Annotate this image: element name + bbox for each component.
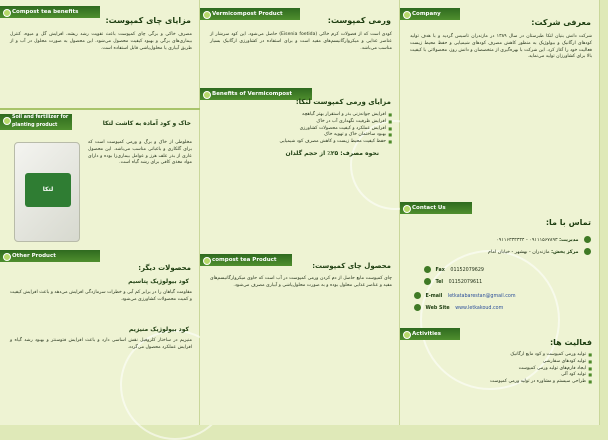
divider	[0, 108, 200, 110]
usage-instructions: نحوه مصرف: ۲۵٪ از حجم گلدان	[285, 150, 379, 157]
section-header-vermicompost-product: Vermicompost Product	[200, 8, 300, 20]
contact-website	[414, 304, 598, 314]
section-header-soil-fertilizer: Soil and fertilizer for planting product	[0, 114, 72, 130]
section-header-company: Company	[400, 8, 460, 20]
title-activities: فعالیت ها:	[549, 338, 592, 347]
title-vermicompost-benefits: مزایای ورمی کمپوست لتکا:	[295, 98, 391, 106]
list-item: ■ ایجاد فارم‌های تولید ورمی کمپوست	[420, 366, 592, 373]
list-item: ■ تولید کودهای سفارشی	[420, 359, 592, 366]
globe-icon	[414, 304, 421, 311]
title-vermicompost: ورمی کمپوست:	[327, 16, 391, 25]
email-label: E-mail	[425, 294, 443, 299]
list-item: ■ تولید ورمی کمپوست و کود مایع ارگانیک	[420, 352, 592, 359]
list-item: ■ حفظ کیفیت محیط زیست و کاهش مصرف کود شیمیایی	[210, 139, 392, 146]
title-other-products: محصولات دیگر:	[138, 264, 191, 272]
panel-middle	[200, 0, 400, 425]
soil-bag-image	[14, 142, 80, 242]
bag-brand-label: لتکا	[25, 173, 71, 207]
website-label: Web Site	[425, 306, 450, 311]
location-icon	[584, 248, 591, 255]
text-soil-product: مخلوطی از خاک و برگ و ورمی کمپوست است که برای گلکاری و باغبانی مناسب می‌باشد. این محصول عاری از بذر علف هرز و عوامل بیماری‌زا بوده و دارای مواد مغذی کافی برای رشد گیاه است.	[88, 140, 192, 166]
tel-number: 01152079611	[448, 280, 483, 285]
contact-tel	[424, 278, 608, 288]
list-item: ■ افزایش ظرفیت نگهداری آب در خاک	[210, 119, 392, 126]
fax-label: Fax	[435, 268, 445, 273]
email-link[interactable]: letkatabarestan@gmail.com	[447, 294, 516, 299]
manager-label: مدیریت:	[559, 238, 579, 243]
address-text: مازندران - بهشهر - خیابان امام	[487, 250, 550, 255]
list-vermicompost-benefits	[210, 112, 392, 146]
title-soil-product: خاک و کود آماده به کاشت لتکا	[102, 120, 191, 127]
contact-email	[414, 292, 598, 302]
contact-manager	[410, 236, 594, 246]
text-company: شرکت دانش بنیان لتکا طبرستان در سال ۱۳۸۹ در مازندران تاسیس گردید و با هدف تولید کودهای ارگانیک و بیولوژیک به منظور کاهش مصرف کودهای شیمیایی و حفظ محیط زیست فعالیت خود را آغاز کرد. این شرکت با بهره‌گیری از متخصصان و دانش روز، محصولاتی با کیفیت بالا برای کشاورزان تولید می‌نماید.	[410, 34, 592, 60]
section-header-compost-tea-benefits: Compost tea benefits	[0, 6, 100, 18]
email-icon	[414, 292, 421, 299]
text-magnesium-product: منیزیم در ساختار کلروفیل نقش اساسی دارد و باعث افزایش فتوسنتز و بهبود رشد گیاه و افزایش عملکرد محصول می‌گردد.	[10, 338, 192, 350]
fax-number: 01152079629	[450, 268, 484, 273]
section-header-activities: Activities	[400, 328, 460, 340]
section-header-contact-us: Contact Us	[400, 202, 472, 214]
panel-left	[0, 0, 200, 425]
title-compost-tea-benefits: مزایای چای کمپوست:	[105, 16, 191, 25]
phone-icon	[584, 236, 591, 243]
text-potassium-product: مقاومت گیاهان را در برابر کم آبی و خطرات سرمازدگی افزایش می‌دهد و باعث افزایش کیفیت و کمیت محصولات کشاورزی می‌شود.	[10, 290, 192, 302]
manager-phones: ۰۹۱۱۱۵۶۷۸۹۳ - ۰۹۱۱۶۳۳۳۳۳۴	[496, 238, 558, 243]
title-company: معرفی شرکت:	[531, 18, 591, 27]
phone-icon	[424, 278, 431, 285]
contact-fax	[424, 266, 608, 276]
title-compost-tea-product: محصول چای کمپوست:	[312, 262, 391, 270]
list-item: ■ طراحی سیستم و مشاوره در تولید ورمی کمپوست	[420, 379, 592, 386]
address-label: مرکز پخش:	[551, 250, 579, 255]
section-header-benefits-vermicompost: Benefits of Vermicompost	[200, 88, 312, 100]
list-item: ■ بهبود ساختمان خاک و تهویه خاک	[210, 132, 392, 139]
section-header-compost-tea-product: compost tea Product	[200, 254, 292, 266]
list-activities	[420, 352, 592, 386]
contact-address	[410, 248, 594, 258]
website-link[interactable]: www.letkakoud.com	[455, 306, 504, 311]
list-item: ■ افزایش جوانه‌زنی بذر و استقرار بهتر گیاهچه	[210, 112, 392, 119]
text-compost-tea-benefits: مصرف خاکی و برگی چای کمپوست باعث تقویت رشد ریشه، افزایش گل و میوه، کنترل بیماری‌های برگی و بهبود کیفیت محصول می‌شود. این محصول به صورت محلول در آب و از طریق آبیاری یا محلول‌پاشی قابل استفاده است.	[10, 32, 192, 51]
text-vermicompost: کودی است که از فضولات کرم خاکی (Eisenia foetida) حاصل می‌شود. این کود سرشار از عناصر غذایی و میکروارگانیسم‌های مفید است و برای استفاده در کشاورزی ارگانیک بسیار مناسب می‌باشد.	[210, 32, 392, 51]
list-item: ■ افزایش عملکرد و کیفیت محصولات کشاورزی	[210, 126, 392, 133]
text-compost-tea-product: چای کمپوست مایع حاصل از دم کردن ورمی کمپوست در آب است که حاوی میکروارگانیسم‌های مفید و عناصر غذایی محلول بوده و به صورت محلول‌پاشی و آبیاری مصرف می‌شود.	[210, 276, 392, 288]
list-item: ■ تولید کود آلی	[420, 372, 592, 379]
title-contact: تماس با ما:	[545, 218, 591, 227]
title-potassium-product: کود بیولوژیک پتاسیم	[128, 278, 189, 285]
tel-label: Tel	[435, 280, 444, 285]
title-magnesium-product: کود بیولوژیک منیزیم	[128, 326, 189, 333]
fax-icon	[424, 266, 431, 273]
section-header-other-product: Other Product	[0, 250, 100, 262]
